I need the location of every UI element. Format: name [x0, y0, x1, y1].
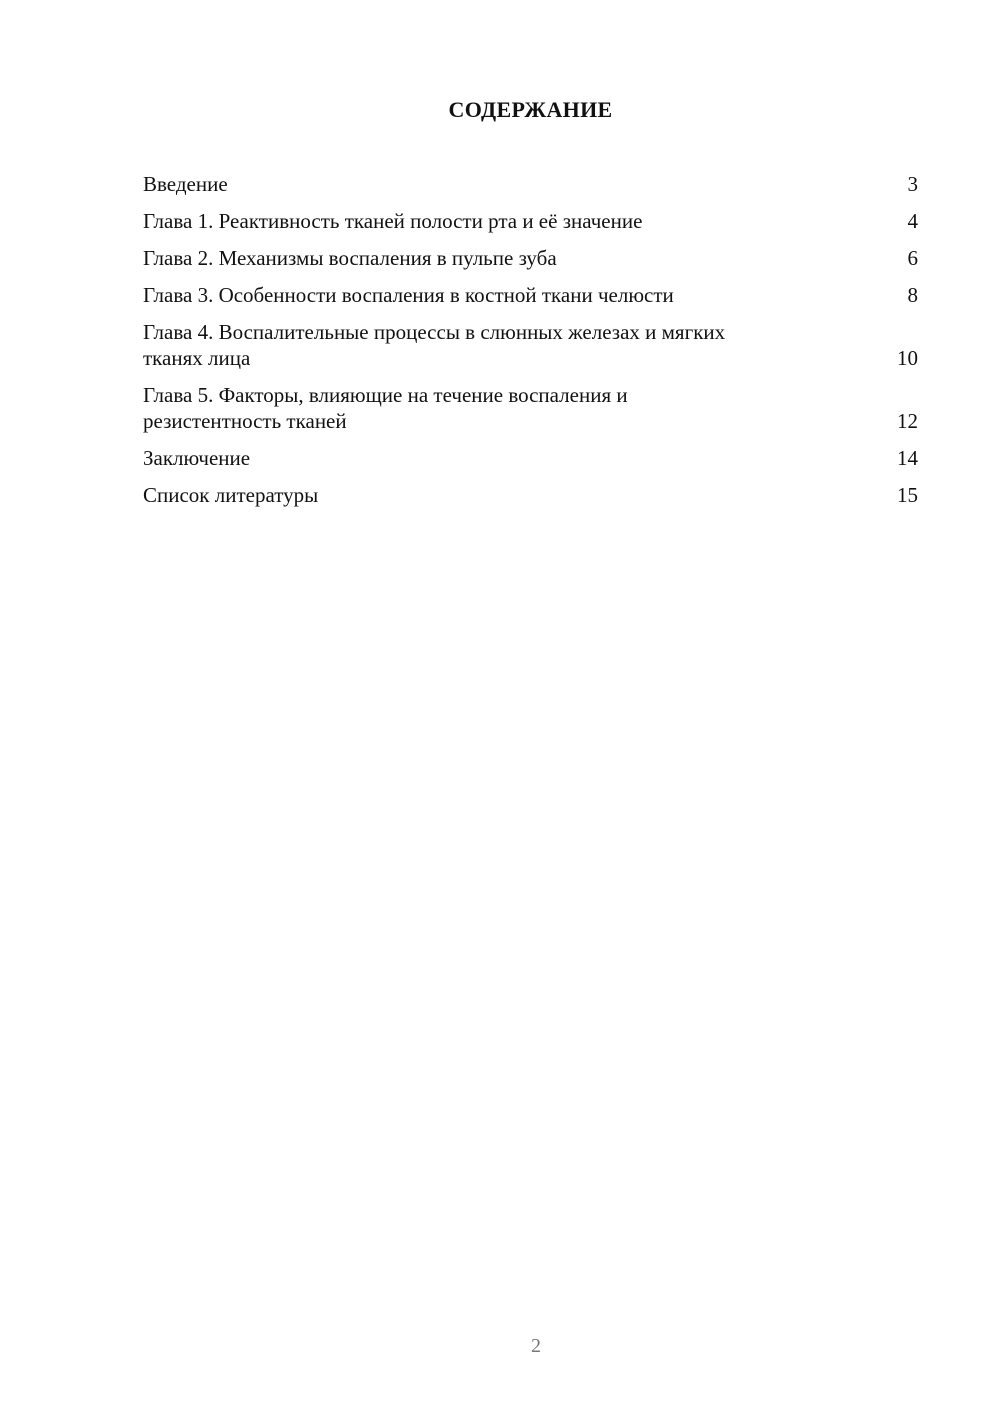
toc-list [143, 171, 918, 519]
toc-title: СОДЕРЖАНИЕ [448, 97, 613, 122]
toc-entry-page: 12 [897, 409, 918, 433]
toc-entry-page: 8 [907, 283, 918, 307]
toc-entry-text: Введение [143, 172, 228, 196]
toc-entry-page: 14 [897, 446, 918, 470]
toc-entry-page: 15 [897, 483, 918, 507]
toc-entry-page: 10 [897, 346, 918, 370]
toc-entry-chapter-3 [143, 282, 918, 308]
toc-entry-page: 4 [907, 209, 918, 233]
toc-entry-page: 3 [907, 172, 918, 196]
toc-entry-references [143, 482, 918, 508]
toc-entry-text: Глава 1. Реактивность тканей полости рта и её значение [143, 209, 643, 233]
toc-entry-text: Заключение [143, 446, 251, 470]
toc-entry-chapter-1 [143, 208, 918, 234]
toc-entry-text: Список литературы [143, 483, 319, 507]
toc-entry-page: 6 [907, 246, 918, 270]
toc-entry-chapter-4 [143, 319, 918, 371]
toc-entry-text: Глава 3. Особенности воспаления в костной ткани челюсти [143, 283, 674, 307]
toc-entry-chapter-5 [143, 382, 918, 434]
toc-entry-conclusion [143, 445, 918, 471]
toc-entry-chapter-2 [143, 245, 918, 271]
toc-entry-text: Глава 2. Механизмы воспаления в пульпе зуба [143, 246, 557, 270]
toc-entry-introduction [143, 171, 918, 197]
toc-entry-text: Глава 4. Воспалительные процессы в слюнных железах и мягких тканях лица [143, 320, 726, 370]
page-number: 2 [531, 1335, 541, 1357]
toc-entry-text: Глава 5. Факторы, влияющие на течение воспаления и резистентность тканей [143, 383, 628, 433]
